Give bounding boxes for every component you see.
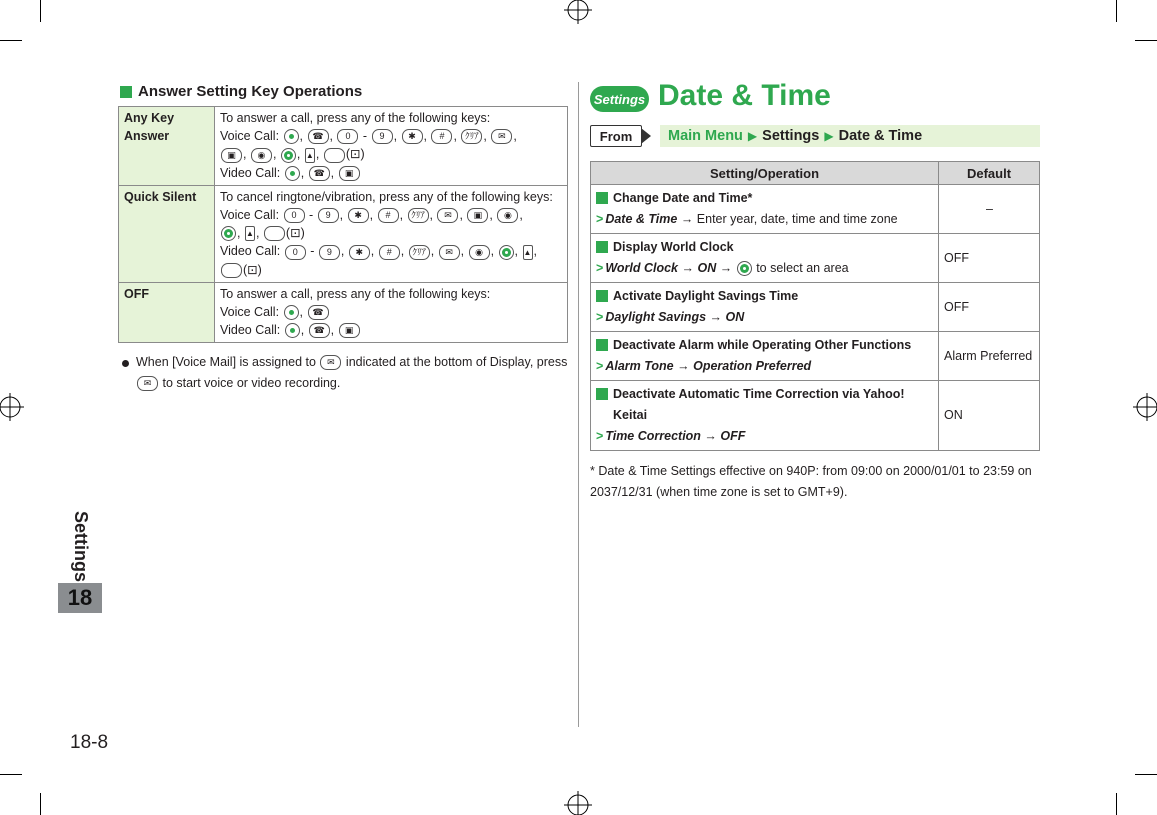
- app-key-icon: [324, 148, 345, 163]
- asterisk-key-icon: ✱: [348, 208, 369, 223]
- call-key-icon: ☎: [308, 129, 329, 144]
- chevron-right-icon: >: [596, 359, 604, 373]
- digit-0-key-icon: 0: [337, 129, 358, 144]
- digit-9-key-icon: 9: [372, 129, 393, 144]
- bullet-square-icon: [596, 388, 608, 400]
- page-title: Date & Time: [658, 79, 831, 112]
- row-desc: To answer a call, press any of the following keys: Voice Call: , ☎ , 0 - 9 , ✱ , # , ｸﾘｱ , ✉ , ▣ , ◉ , , ▲ , (⊡) Video Call: , ☎ , ▣: [215, 107, 568, 186]
- call-key-icon: ☎: [309, 323, 330, 338]
- camera-key-icon: ◉: [469, 245, 490, 260]
- default-value: –: [939, 185, 1040, 234]
- col-default-header: Default: [939, 162, 1040, 185]
- col-setting-header: Setting/Operation: [591, 162, 939, 185]
- crop-mark: [40, 793, 41, 815]
- chevron-right-icon: >: [596, 310, 604, 324]
- from-arrow-icon: [641, 128, 651, 144]
- pound-key-icon: #: [379, 245, 400, 260]
- table-row: Deactivate Automatic Time Correction via Yahoo! Keitai > Time Correction → OFF ON: [591, 381, 1040, 451]
- breadcrumb: [590, 125, 1040, 147]
- arrow-right-icon: →: [677, 359, 690, 373]
- center-key-icon: [285, 323, 300, 338]
- row-key: Quick Silent: [119, 185, 215, 282]
- default-value: OFF: [939, 283, 1040, 332]
- mail-key-icon: ✉: [437, 208, 458, 223]
- chapter-number-badge: 18: [58, 583, 102, 613]
- chevron-right-icon: >: [596, 261, 604, 275]
- settings-badge: Settings: [590, 86, 649, 112]
- table-row: [119, 282, 568, 343]
- app-key-icon: [264, 226, 285, 241]
- answer-ops-table: [118, 106, 568, 343]
- registration-mark: [556, 0, 600, 44]
- crop-mark: [40, 0, 41, 22]
- default-value: OFF: [939, 234, 1040, 283]
- mail-key-icon: ✉: [439, 245, 460, 260]
- center-key-icon: [285, 166, 300, 181]
- multi-selector-icon: [221, 226, 236, 241]
- i-app-icon: ⊡: [349, 147, 361, 162]
- multi-selector-icon: [737, 261, 752, 276]
- date-time-table: [590, 161, 1040, 451]
- side-key-icon: ▲: [245, 226, 255, 241]
- crop-mark: [1135, 40, 1157, 41]
- table-row: Activate Daylight Savings Time > Daylight Savings → ON OFF: [591, 283, 1040, 332]
- call-key-icon: ☎: [309, 166, 330, 181]
- breadcrumb-date-time: Date & Time: [838, 128, 923, 144]
- registration-mark: [0, 385, 44, 429]
- i-app-icon: ⊡: [247, 262, 258, 277]
- arrow-right-icon: →: [709, 310, 723, 324]
- crop-mark: [0, 40, 22, 41]
- pound-key-icon: #: [431, 129, 452, 144]
- chevron-right-icon: >: [596, 212, 604, 226]
- mail-key-icon: ✉: [320, 355, 341, 370]
- arrow-right-icon: →: [704, 429, 717, 443]
- camera-key-icon: ◉: [497, 208, 518, 223]
- camera-key-icon: ◉: [251, 148, 272, 163]
- bullet-square-icon: [596, 339, 608, 351]
- crop-mark: [1116, 0, 1117, 22]
- breadcrumb-settings: Settings: [762, 128, 820, 144]
- table-row: Display World Clock > World Clock → ON → to select an area OFF: [591, 234, 1040, 283]
- side-key-icon: ▲: [305, 148, 315, 163]
- column-divider: [578, 82, 579, 727]
- call-key-icon: ☎: [308, 305, 329, 320]
- answer-ops-heading: Answer Setting Key Operations: [120, 83, 362, 100]
- table-row: [119, 107, 568, 186]
- digit-9-key-icon: 9: [319, 245, 340, 260]
- app-key-icon: [221, 263, 242, 278]
- bullet-square-icon: [120, 86, 132, 98]
- side-key-icon: ▲: [523, 245, 533, 260]
- mail-key-icon: ✉: [137, 376, 158, 391]
- registration-mark: [1113, 385, 1157, 429]
- digit-0-key-icon: 0: [285, 245, 306, 260]
- table-row: [119, 185, 568, 282]
- default-value: Alarm Preferred: [939, 332, 1040, 381]
- asterisk-key-icon: ✱: [349, 245, 370, 260]
- chevron-right-icon: >: [596, 429, 604, 443]
- triangle-right-icon: ▶: [824, 129, 834, 143]
- from-label: From: [590, 125, 642, 147]
- asterisk-key-icon: ✱: [402, 129, 423, 144]
- crop-mark: [1116, 793, 1117, 815]
- arrow-right-icon: →: [681, 261, 694, 275]
- center-key-icon: [284, 129, 299, 144]
- voice-mail-note: When [Voice Mail] is assigned to ✉ indicated at the bottom of Display, press ✉ to start voice or video recording.: [122, 352, 572, 394]
- breadcrumb-main-menu: Main Menu: [668, 128, 743, 144]
- crop-mark: [0, 774, 22, 775]
- page-number: 18-8: [70, 732, 109, 753]
- row-desc: To cancel ringtone/vibration, press any of the following keys: Voice Call: 0 - 9 , ✱ , # , ｸﾘｱ , ✉ , ▣ , ◉ , , ▲ , (⊡) Video Call: 0 - 9 , ✱ , # , ｸﾘｱ , ✉ , ◉ , , ▲ , (⊡): [215, 185, 568, 282]
- bullet-dot-icon: [122, 360, 129, 367]
- multi-selector-icon: [499, 245, 514, 260]
- digit-0-key-icon: 0: [284, 208, 305, 223]
- default-value: ON: [939, 381, 1040, 451]
- table-row: Deactivate Alarm while Operating Other Functions > Alarm Tone → Operation Preferred Alarm Preferred: [591, 332, 1040, 381]
- bullet-square-icon: [596, 241, 608, 253]
- bullet-square-icon: [596, 290, 608, 302]
- menu-path: [660, 125, 1040, 147]
- table-row: Change Date and Time* > Date & Time → Enter year, date, time and time zone –: [591, 185, 1040, 234]
- arrow-right-icon: →: [719, 261, 733, 275]
- clear-key-icon: ｸﾘｱ: [408, 208, 429, 223]
- multi-selector-icon: [281, 148, 296, 163]
- clear-key-icon: ｸﾘｱ: [461, 129, 482, 144]
- pound-key-icon: #: [378, 208, 399, 223]
- row-desc: To answer a call, press any of the following keys: Voice Call: , ☎ Video Call: , ☎ , ▣: [215, 282, 568, 343]
- clear-key-icon: ｸﾘｱ: [409, 245, 430, 260]
- tv-key-icon: ▣: [339, 323, 360, 338]
- table-header-row: [591, 162, 1040, 185]
- digit-9-key-icon: 9: [318, 208, 339, 223]
- i-app-icon: ⊡: [290, 226, 301, 241]
- row-key: Any Key Answer: [119, 107, 215, 186]
- registration-mark: [556, 771, 600, 815]
- side-section-label: Settings: [70, 510, 91, 582]
- footnote: * Date & Time Settings effective on 940P: from 09:00 on 2000/01/01 to 23:59 on 2037/12/31 (when time zone is set to GMT+9).: [590, 464, 1032, 499]
- mail-key-icon: ✉: [491, 129, 512, 144]
- tv-key-icon: ▣: [339, 166, 360, 181]
- arrow-right-icon: →: [680, 212, 694, 226]
- row-key: OFF: [119, 282, 215, 343]
- tv-key-icon: ▣: [221, 148, 242, 163]
- center-key-icon: [284, 305, 299, 320]
- bullet-square-icon: [596, 192, 608, 204]
- triangle-right-icon: ▶: [747, 129, 758, 143]
- tv-key-icon: ▣: [467, 208, 488, 223]
- crop-mark: [1135, 774, 1157, 775]
